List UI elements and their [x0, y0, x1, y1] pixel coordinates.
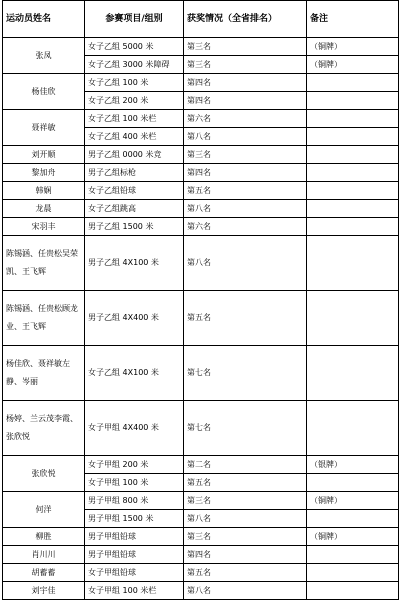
note-cell: （铜牌）	[307, 528, 399, 546]
athlete-cell: 陈锡涵、任贵松吴荣凯、王飞辉	[3, 236, 85, 291]
rank-cell: 第二名	[184, 456, 307, 474]
athlete-cell: 杨婷、兰云茂李霞、张欣悦	[3, 401, 85, 456]
note-cell: （铜牌）	[307, 38, 399, 56]
note-cell	[307, 291, 399, 346]
table-row	[3, 38, 399, 56]
event-cell: 女子乙组 200 米	[85, 92, 184, 110]
athlete-cell: 刘开顺	[3, 146, 85, 164]
table-row	[3, 182, 399, 200]
note-cell	[307, 474, 399, 492]
note-cell	[307, 92, 399, 110]
table-row	[3, 456, 399, 474]
athlete-cell: 龙晨	[3, 200, 85, 218]
table-row	[3, 291, 399, 346]
table-row	[3, 236, 399, 291]
table-row	[3, 401, 399, 456]
rank-cell: 第四名	[184, 74, 307, 92]
athlete-cell: 肖川川	[3, 546, 85, 564]
rank-cell: 第五名	[184, 182, 307, 200]
event-cell: 男子乙组 1500 米	[85, 218, 184, 236]
athlete-cell: 何洋	[3, 492, 85, 528]
note-cell	[307, 146, 399, 164]
rank-cell: 第六名	[184, 110, 307, 128]
athlete-cell: 宋羽丰	[3, 218, 85, 236]
event-cell: 男子乙组 4X100 米	[85, 236, 184, 291]
athlete-cell: 黎加舟	[3, 164, 85, 182]
event-cell: 女子乙组跳高	[85, 200, 184, 218]
event-cell: 女子乙组 3000 米障碍	[85, 56, 184, 74]
event-cell: 女子甲组 200 米	[85, 456, 184, 474]
note-cell	[307, 74, 399, 92]
rank-cell: 第八名	[184, 236, 307, 291]
note-cell	[307, 164, 399, 182]
note-cell	[307, 200, 399, 218]
event-cell: 男子乙组标枪	[85, 164, 184, 182]
event-cell: 女子乙组铅球	[85, 182, 184, 200]
note-cell	[307, 510, 399, 528]
event-cell: 男子乙组 4X400 米	[85, 291, 184, 346]
event-cell: 女子乙组 100 米	[85, 74, 184, 92]
rank-cell: 第三名	[184, 528, 307, 546]
event-cell: 男子甲组 800 米	[85, 492, 184, 510]
athlete-cell: 刘宇佳	[3, 582, 85, 600]
note-cell	[307, 218, 399, 236]
table-row	[3, 564, 399, 582]
note-cell	[307, 128, 399, 146]
athlete-cell: 胡蓄蓄	[3, 564, 85, 582]
athlete-cell: 柳胜	[3, 528, 85, 546]
event-cell: 女子乙组 5000 米	[85, 38, 184, 56]
results-body	[3, 38, 399, 600]
athlete-cell: 张欣悦	[3, 456, 85, 492]
note-cell: （铜牌）	[307, 492, 399, 510]
event-cell: 男子甲组铅球	[85, 546, 184, 564]
rank-cell: 第七名	[184, 346, 307, 401]
note-cell	[307, 182, 399, 200]
rank-cell: 第三名	[184, 146, 307, 164]
note-cell	[307, 582, 399, 600]
note-cell	[307, 346, 399, 401]
athlete-cell: 陈锡涵、任贵松顾龙业、王飞辉	[3, 291, 85, 346]
rank-cell: 第六名	[184, 218, 307, 236]
athlete-cell: 杨佳欣	[3, 74, 85, 110]
table-row	[3, 528, 399, 546]
table-row	[3, 582, 399, 600]
table-row	[3, 146, 399, 164]
header-note: 备注	[307, 1, 399, 38]
header-award: 获奖情况（全省排名）	[184, 1, 307, 38]
athlete-cell: 杨佳欣、聂祥敏左静、岑丽	[3, 346, 85, 401]
note-cell: （银牌）	[307, 456, 399, 474]
table-row	[3, 74, 399, 92]
athlete-cell: 张凤	[3, 38, 85, 74]
event-cell: 女子甲组 100 米	[85, 474, 184, 492]
rank-cell: 第四名	[184, 92, 307, 110]
table-row	[3, 546, 399, 564]
rank-cell: 第三名	[184, 38, 307, 56]
note-cell	[307, 546, 399, 564]
table-row	[3, 346, 399, 401]
note-cell	[307, 401, 399, 456]
table-row	[3, 110, 399, 128]
event-cell: 女子乙组 400 米栏	[85, 128, 184, 146]
table-row	[3, 492, 399, 510]
table-row	[3, 218, 399, 236]
header-row	[3, 1, 399, 38]
rank-cell: 第五名	[184, 474, 307, 492]
rank-cell: 第四名	[184, 546, 307, 564]
note-cell	[307, 564, 399, 582]
rank-cell: 第四名	[184, 164, 307, 182]
rank-cell: 第三名	[184, 56, 307, 74]
rank-cell: 第八名	[184, 128, 307, 146]
note-cell	[307, 236, 399, 291]
event-cell: 男子乙组 0000 米竞	[85, 146, 184, 164]
event-cell: 女子乙组 100 米栏	[85, 110, 184, 128]
rank-cell: 第八名	[184, 582, 307, 600]
event-cell: 女子甲组铅球	[85, 564, 184, 582]
athlete-cell: 聂祥敏	[3, 110, 85, 146]
header-event: 参赛项目/组别	[85, 1, 184, 38]
rank-cell: 第五名	[184, 564, 307, 582]
event-cell: 男子甲组 1500 米	[85, 510, 184, 528]
rank-cell: 第八名	[184, 200, 307, 218]
event-cell: 女子甲组 4X400 米	[85, 401, 184, 456]
event-cell: 女子甲组 100 米栏	[85, 582, 184, 600]
header-athlete: 运动员姓名	[3, 1, 85, 38]
athlete-cell: 韩娴	[3, 182, 85, 200]
rank-cell: 第五名	[184, 291, 307, 346]
event-cell: 男子甲组铅球	[85, 528, 184, 546]
rank-cell: 第八名	[184, 510, 307, 528]
rank-cell: 第七名	[184, 401, 307, 456]
rank-cell: 第三名	[184, 492, 307, 510]
table-row	[3, 200, 399, 218]
note-cell: （铜牌）	[307, 56, 399, 74]
event-cell: 女子乙组 4X100 米	[85, 346, 184, 401]
note-cell	[307, 110, 399, 128]
table-row	[3, 164, 399, 182]
results-table	[2, 0, 399, 600]
